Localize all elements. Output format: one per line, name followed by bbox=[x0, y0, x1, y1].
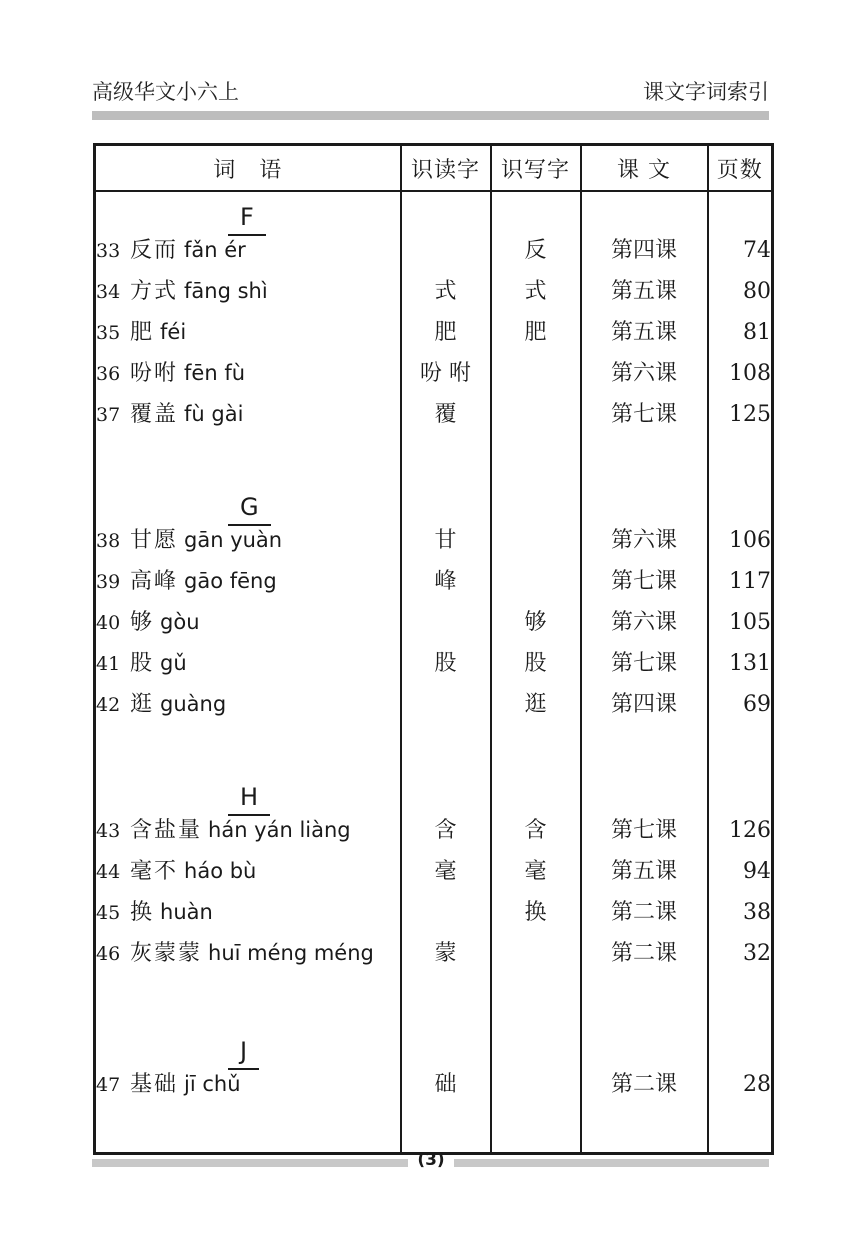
entry-pinyin: hán yán liàng bbox=[208, 818, 351, 842]
table-row bbox=[95, 939, 773, 980]
table-row bbox=[95, 318, 773, 359]
table-row bbox=[95, 857, 773, 898]
entry-pinyin: háo bù bbox=[184, 859, 257, 883]
col-header-word: 词 语 bbox=[95, 145, 401, 192]
write-char: 含 bbox=[491, 816, 581, 857]
section-letter: H bbox=[228, 782, 270, 816]
lesson: 第四课 bbox=[581, 236, 708, 277]
read-char: 础 bbox=[401, 1070, 491, 1111]
entry-word: 灰蒙蒙 bbox=[130, 941, 203, 966]
page-number: 105 bbox=[729, 610, 771, 635]
footer-rule-right bbox=[454, 1159, 769, 1167]
entry-pinyin: jī chǔ bbox=[184, 1072, 241, 1096]
lesson: 第五课 bbox=[581, 318, 708, 359]
write-char bbox=[491, 1070, 581, 1111]
write-char: 逛 bbox=[491, 690, 581, 731]
page-number: 117 bbox=[729, 569, 771, 594]
write-char: 够 bbox=[491, 608, 581, 649]
entry-number: 44 bbox=[96, 861, 121, 883]
entry-pinyin: fēn fù bbox=[184, 361, 246, 385]
read-char: 覆 bbox=[401, 400, 491, 441]
entry-pinyin: huī méng méng bbox=[208, 941, 374, 965]
entry-pinyin: fǎn ér bbox=[184, 238, 246, 262]
section-row bbox=[95, 191, 773, 236]
book-title: 高级华文小六上 bbox=[92, 80, 239, 104]
read-char: 甘 bbox=[401, 526, 491, 567]
entry-number: 40 bbox=[96, 612, 121, 634]
entry-word: 覆盖 bbox=[130, 402, 179, 427]
lesson: 第六课 bbox=[581, 526, 708, 567]
lesson: 第五课 bbox=[581, 277, 708, 318]
entry-number: 39 bbox=[96, 571, 121, 593]
entry-number: 33 bbox=[96, 240, 121, 262]
page-number: 80 bbox=[743, 279, 771, 304]
entry-word: 毫不 bbox=[130, 859, 179, 884]
entry-number: 35 bbox=[96, 322, 121, 344]
header-rule bbox=[92, 111, 769, 120]
page-number: 74 bbox=[743, 238, 771, 263]
footer-page-number: (3) bbox=[417, 1150, 445, 1170]
lesson: 第二课 bbox=[581, 939, 708, 980]
entry-number: 47 bbox=[96, 1074, 121, 1096]
table-row bbox=[95, 690, 773, 731]
read-char: 含 bbox=[401, 816, 491, 857]
page-number: 32 bbox=[743, 941, 771, 966]
table-header-row bbox=[95, 145, 773, 192]
page-number: 125 bbox=[729, 402, 771, 427]
read-char: 肥 bbox=[401, 318, 491, 359]
footer-rule-left bbox=[92, 1159, 408, 1167]
entry-number: 41 bbox=[96, 653, 121, 675]
entry-word: 吩咐 bbox=[130, 361, 179, 386]
section-title: 课文字词索引 bbox=[643, 80, 769, 104]
table-row bbox=[95, 236, 773, 277]
lesson: 第二课 bbox=[581, 1070, 708, 1111]
read-char bbox=[401, 608, 491, 649]
write-char: 换 bbox=[491, 898, 581, 939]
entry-word: 逛 bbox=[130, 692, 155, 717]
write-char: 式 bbox=[491, 277, 581, 318]
page-number: 69 bbox=[743, 692, 771, 717]
entry-word: 含盐量 bbox=[130, 818, 203, 843]
lesson: 第七课 bbox=[581, 816, 708, 857]
col-header-lesson: 课 文 bbox=[581, 145, 708, 192]
table-row bbox=[95, 526, 773, 567]
read-char bbox=[401, 898, 491, 939]
entry-pinyin: gǔ bbox=[160, 651, 187, 675]
lesson: 第六课 bbox=[581, 608, 708, 649]
entry-pinyin: fāng shì bbox=[184, 279, 268, 303]
entry-pinyin: gāo fēng bbox=[184, 569, 277, 593]
table-body bbox=[95, 191, 773, 1154]
lesson: 第四课 bbox=[581, 690, 708, 731]
section-letter: J bbox=[228, 1036, 259, 1070]
section-row bbox=[95, 482, 773, 526]
write-char bbox=[491, 526, 581, 567]
read-char: 峰 bbox=[401, 567, 491, 608]
page-number: 81 bbox=[743, 320, 771, 345]
entry-number: 43 bbox=[96, 820, 121, 842]
table-row bbox=[95, 400, 773, 441]
write-char bbox=[491, 359, 581, 400]
table-row bbox=[95, 1070, 773, 1111]
entry-word: 方式 bbox=[130, 279, 179, 304]
entry-pinyin: gān yuàn bbox=[184, 528, 283, 552]
page-number: 106 bbox=[729, 528, 771, 553]
entry-word: 基础 bbox=[130, 1072, 179, 1097]
spacer-row bbox=[95, 731, 773, 772]
table-row bbox=[95, 277, 773, 318]
table-row bbox=[95, 816, 773, 857]
entry-pinyin: fù gài bbox=[184, 402, 244, 426]
entry-word: 换 bbox=[130, 900, 155, 925]
table-row bbox=[95, 608, 773, 649]
lesson: 第五课 bbox=[581, 857, 708, 898]
read-char: 毫 bbox=[401, 857, 491, 898]
read-char bbox=[401, 236, 491, 277]
entry-number: 45 bbox=[96, 902, 121, 924]
spacer-row bbox=[95, 980, 773, 1026]
col-header-write: 识写字 bbox=[491, 145, 581, 192]
entry-pinyin: gòu bbox=[160, 610, 200, 634]
section-letter: F bbox=[228, 202, 266, 236]
write-char bbox=[491, 567, 581, 608]
page-number: 94 bbox=[743, 859, 771, 884]
entry-number: 36 bbox=[96, 363, 121, 385]
table-row bbox=[95, 359, 773, 400]
section-row bbox=[95, 1026, 773, 1070]
section-row bbox=[95, 772, 773, 816]
table-row bbox=[95, 649, 773, 690]
spacer-row bbox=[95, 441, 773, 482]
entry-pinyin: féi bbox=[160, 320, 187, 344]
word-index-table bbox=[93, 143, 774, 1155]
read-char: 吩 咐 bbox=[401, 359, 491, 400]
lesson: 第二课 bbox=[581, 898, 708, 939]
lesson: 第七课 bbox=[581, 649, 708, 690]
col-header-read: 识读字 bbox=[401, 145, 491, 192]
entry-word: 高峰 bbox=[130, 569, 179, 594]
section-letter: G bbox=[228, 492, 271, 526]
entry-number: 34 bbox=[96, 281, 121, 303]
entry-word: 肥 bbox=[130, 320, 155, 345]
page-number: 108 bbox=[729, 361, 771, 386]
page-number: 126 bbox=[729, 818, 771, 843]
read-char bbox=[401, 690, 491, 731]
page-number: 28 bbox=[743, 1072, 771, 1097]
read-char: 式 bbox=[401, 277, 491, 318]
entry-word: 够 bbox=[130, 610, 155, 635]
write-char: 股 bbox=[491, 649, 581, 690]
table-row bbox=[95, 567, 773, 608]
entry-number: 46 bbox=[96, 943, 121, 965]
page-number: 38 bbox=[743, 900, 771, 925]
read-char: 股 bbox=[401, 649, 491, 690]
entry-word: 甘愿 bbox=[130, 528, 179, 553]
spacer-row bbox=[95, 1111, 773, 1154]
lesson: 第六课 bbox=[581, 359, 708, 400]
write-char: 反 bbox=[491, 236, 581, 277]
lesson: 第七课 bbox=[581, 567, 708, 608]
entry-pinyin: huàn bbox=[160, 900, 213, 924]
entry-number: 42 bbox=[96, 694, 121, 716]
write-char bbox=[491, 400, 581, 441]
lesson: 第七课 bbox=[581, 400, 708, 441]
entry-word: 股 bbox=[130, 651, 155, 676]
write-char: 毫 bbox=[491, 857, 581, 898]
entry-word: 反而 bbox=[130, 238, 179, 263]
col-header-page: 页数 bbox=[708, 145, 773, 192]
read-char: 蒙 bbox=[401, 939, 491, 980]
entry-number: 37 bbox=[96, 404, 121, 426]
write-char: 肥 bbox=[491, 318, 581, 359]
entry-pinyin: guàng bbox=[160, 692, 227, 716]
write-char bbox=[491, 939, 581, 980]
table-row bbox=[95, 898, 773, 939]
page-number: 131 bbox=[729, 651, 771, 676]
entry-number: 38 bbox=[96, 530, 121, 552]
